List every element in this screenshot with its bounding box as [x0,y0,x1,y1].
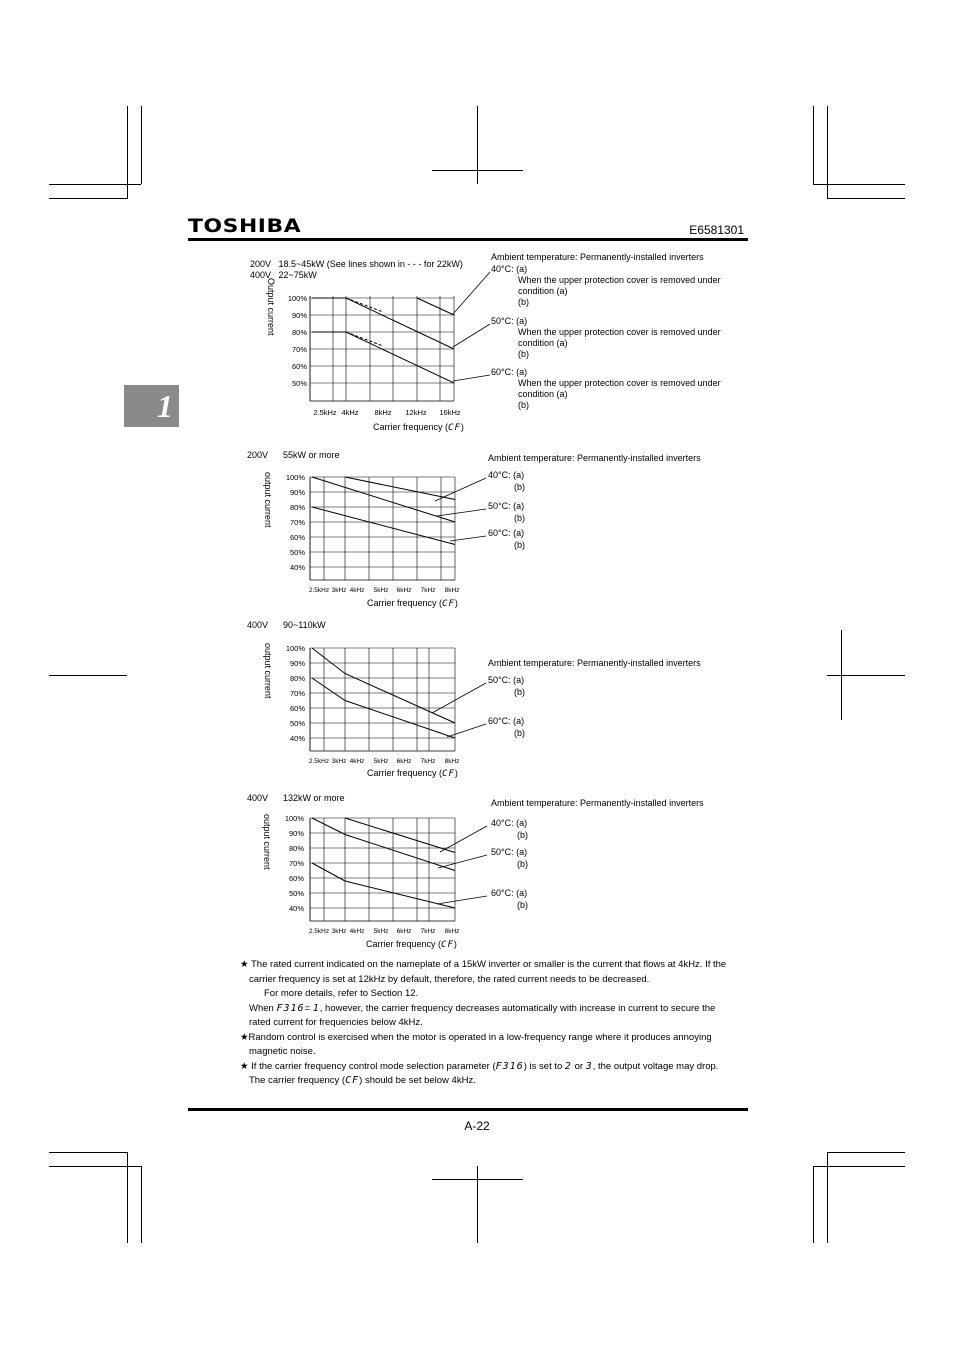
legend-entry: 50°C: (a) [488,501,525,511]
legend-entry: 40°C: (a) [491,818,528,828]
x-tick-label: 3kHz [331,758,347,765]
x-tick-label: 5kHz [373,587,389,594]
x-tick-label: 8kHz [444,928,460,935]
note-3-line-2: The carrier frequency (CF) should be set below 4kHz. [249,1075,476,1086]
legend-entry: 60°C: (a) [491,888,528,898]
y-tick-label: 90% [289,659,305,668]
y-tick-label: 40% [288,904,304,913]
legend-header: Ambient temperature: Permanently-installed inverters [491,798,704,808]
legend-sub-entry: condition (a) [518,389,568,399]
y-axis-label: output current [262,814,272,870]
legend-sub-entry: When the upper protection cover is removed under [518,378,721,388]
y-tick-label: 50% [289,719,305,728]
chart-200v-55kw [0,448,954,613]
legend-sub-entry: (b) [517,859,528,869]
note-1-line-5: rated current for frequencies below 4kHz. [249,1017,423,1028]
y-tick-label: 60% [289,533,305,542]
y-tick-label: 70% [291,345,307,354]
y-tick-label: 100% [285,473,305,482]
y-tick-label: 40% [289,563,305,572]
legend-entry: 40°C: (a) [488,470,525,480]
legend-header: Ambient temperature: Permanently-installed inverters [488,453,701,463]
legend-sub-entry: When the upper protection cover is removed under [518,275,721,285]
series-line-2 [312,863,455,908]
y-tick-label: 60% [288,874,304,883]
x-tick-label: 3kHz [331,928,347,935]
x-tick-label: 4kHz [341,408,359,417]
notes [240,958,745,1089]
x-tick-label: 2.5kHz [308,928,330,935]
legend-leader-line [438,855,487,868]
x-tick-label: 8kHz [374,408,392,417]
series-line-4 [346,332,382,346]
legend-sub-entry: condition (a) [518,286,568,296]
legend-leader-line [435,478,486,501]
x-axis-label: Carrier frequency (CF) [366,939,457,950]
legend-sub-entry: (b) [514,728,525,738]
chart-title: 400V 90~110kW [247,620,326,630]
header-rule [188,238,748,241]
series-line-1 [312,477,455,522]
note-1-line-2: carrier frequency is set at 12kHz by default, therefore, the rated current needs to be decreased. [249,973,650,985]
x-tick-label: 12kHz [405,408,427,417]
x-tick-label: 5kHz [373,758,389,765]
x-tick-label: 2.5kHz [308,758,330,765]
chart-title: 400V 132kW or more [247,793,345,803]
y-tick-label: 60% [289,704,305,713]
x-tick-label: 7kHz [420,928,436,935]
x-tick-label: 16kHz [439,408,461,417]
x-tick-label: 6kHz [396,758,412,765]
legend-leader-line [440,826,487,852]
x-tick-label: 6kHz [396,587,412,594]
legend-leader-line [447,724,486,737]
page-number: A-22 [464,1119,490,1133]
legend-entry: 50°C: (a) [488,675,525,685]
chart-18-75kw [0,250,954,440]
x-tick-label: 2.5kHz [313,408,337,417]
footer-rule [188,1108,748,1111]
note-1-line-1: ★ The rated current indicated on the nameplate of a 15kW inverter or smaller is the current that flows at 4kHz. If the [240,959,727,970]
y-tick-label: 70% [289,689,305,698]
series-line-0 [417,298,454,315]
legend-sub-entry: When the upper protection cover is removed under [518,327,721,337]
legend-sub-entry: condition (a) [518,338,568,348]
legend-entry: 50°C: (a) [491,316,528,326]
legend-sub-entry: (b) [518,349,529,359]
y-tick-label: 60% [291,362,307,371]
x-tick-label: 5kHz [373,928,389,935]
y-tick-label: 70% [288,859,304,868]
legend-sub-entry: (b) [518,297,529,307]
note-3-line-1: ★ If the carrier frequency control mode selection parameter (F316) is set to 2 or 3, the output voltage may drop. [240,1060,719,1072]
legend-entry: 60°C: (a) [491,367,528,377]
legend-header: Ambient temperature: Permanently-installed inverters [488,658,701,668]
legend-leader-line [432,683,486,713]
x-axis-label: Carrier frequency (CF) [367,768,458,779]
note-1-line-4: When F316= 1, however, the carrier frequency decreases automatically with increase in current to secure the [249,1002,716,1014]
x-axis-label: Carrier frequency (CF) [367,598,458,609]
y-tick-label: 70% [289,518,305,527]
legend-entry: 60°C: (a) [488,716,525,726]
toshiba-logo: TOSHIBA [188,215,302,237]
chapter-tab: 1 [124,385,179,427]
y-axis-label: Output current [266,278,276,336]
legend-sub-entry: (b) [518,400,529,410]
note-2-line-1: ★Random control is exercised when the motor is operated in a low-frequency range where it produces annoying [240,1031,712,1043]
y-tick-label: 80% [289,674,305,683]
y-tick-label: 90% [289,488,305,497]
x-tick-label: 3kHz [331,587,347,594]
legend-sub-entry: (b) [514,482,525,492]
legend-leader-line [437,896,487,904]
legend-entry: 50°C: (a) [491,847,528,857]
x-tick-label: 8kHz [444,758,460,765]
x-tick-label: 4kHz [349,587,365,594]
chart-title: 200V 55kW or more [247,450,340,460]
series-line-0 [345,477,455,500]
series-line-2 [312,507,455,545]
x-tick-label: 7kHz [420,587,436,594]
y-tick-label: 80% [291,328,307,337]
legend-entry: 40°C: (a) [491,264,528,274]
y-tick-label: 50% [291,379,307,388]
y-tick-label: 50% [288,889,304,898]
x-tick-label: 4kHz [349,928,365,935]
note-1-line-3: For more details, refer to Section 12. [264,988,419,999]
note-2-line-2: magnetic noise. [249,1046,316,1057]
x-tick-label: 4kHz [349,758,365,765]
x-tick-label: 2.5kHz [308,587,330,594]
legend-sub-entry: (b) [514,540,525,550]
y-tick-label: 40% [289,734,305,743]
series-line-1 [312,818,455,871]
series-line-0 [345,818,455,853]
y-tick-label: 90% [291,311,307,320]
x-axis-label: Carrier frequency (CF) [373,422,464,433]
legend-leader-line [450,536,486,541]
y-tick-label: 100% [287,294,307,303]
legend-leader-line [453,272,490,314]
y-tick-label: 80% [289,503,305,512]
x-tick-label: 6kHz [396,928,412,935]
y-axis-label: output current [263,472,273,528]
legend-leader-line [453,375,490,381]
legend-header: Ambient temperature: Permanently-installed inverters [491,252,704,262]
y-tick-label: 80% [288,844,304,853]
legend-leader-line [437,509,486,516]
legend-sub-entry: (b) [514,687,525,697]
y-tick-label: 100% [285,644,305,653]
legend-sub-entry: (b) [517,830,528,840]
chart-400v-90-110kw [0,618,954,783]
x-tick-label: 7kHz [420,758,436,765]
y-tick-label: 90% [288,829,304,838]
y-tick-label: 100% [284,814,304,823]
legend-sub-entry: (b) [517,900,528,910]
y-axis-label: output current [263,643,273,699]
series-line-3 [346,298,382,312]
document-number: E6581301 [689,223,744,237]
legend-entry: 60°C: (a) [488,528,525,538]
y-tick-label: 50% [289,548,305,557]
x-tick-label: 8kHz [444,587,460,594]
legend-leader-line [453,324,490,347]
chart-title: 400V 22~75kW [250,270,317,280]
chart-400v-132kw [0,790,954,955]
legend-sub-entry: (b) [514,513,525,523]
chart-title: 200V 18.5~45kW (See lines shown in - - - for 22kW) [250,259,463,269]
